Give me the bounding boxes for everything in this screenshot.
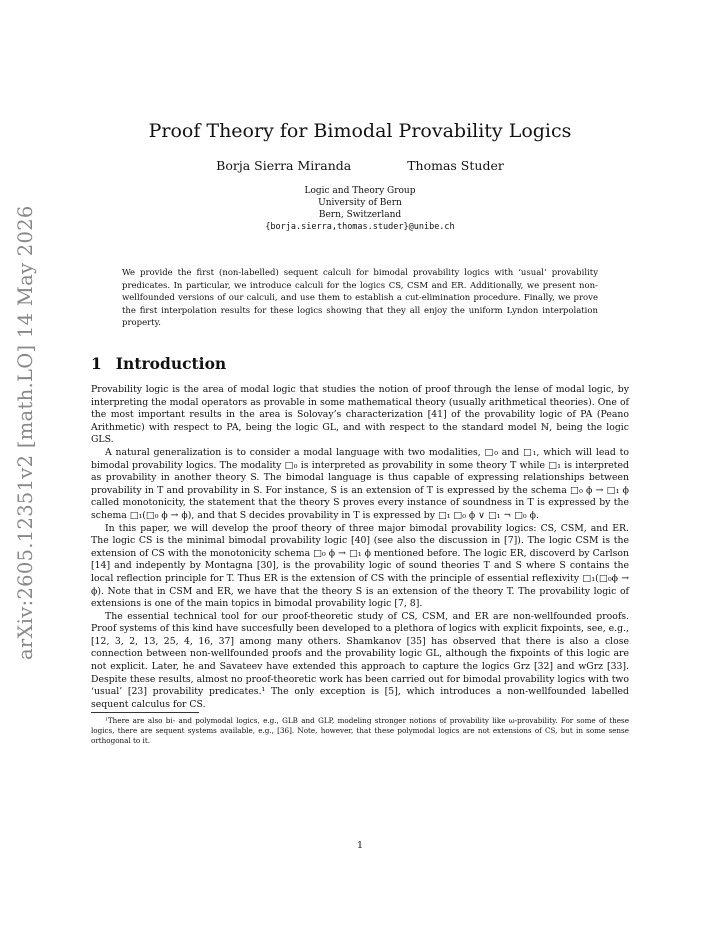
author-list: [0, 158, 720, 173]
affiliation: [0, 185, 720, 233]
paper-title: Proof Theory for Bimodal Provability Logics: [148, 120, 572, 142]
paragraph: A natural generalization is to consider a modal language with two modalities, □₀ and □₁, which will lead to bimodal provability logics. The modality □₀ is interpreted as provability in some theory T while □₁ is interpreted as provability in another theory S. The bimodal language is thus capable of expressing relationships between provability in T and provability in S. For instance, S is an extension of T is expressed by the schema □₀ ϕ → □₁ ϕ called monotonicity, the statement that the theory S proves every instance of soundness in T is expressed by the schema □₁(□₀ ϕ → ϕ), and that S decides provability in T is expressed by □₁ □₀ ϕ ∨ □₁ ¬ □₀ ϕ.: [91, 446, 629, 521]
affiliation-university: University of Bern: [318, 198, 402, 208]
affiliation-location: Bern, Switzerland: [318, 210, 402, 220]
author-email[interactable]: {borja.sierra,thomas.studer}@unibe.ch: [265, 222, 455, 232]
paragraph: In this paper, we will develop the proof theory of three major bimodal provability logics: CS, CSM, and ER. The logic CS is the minimal bimodal provability logic [40] (see also the discussion in [7]). The logic CSM is the extension of CS with the monotonicity schema □₀ ϕ → □₁ ϕ mentioned before. The logic ER, discoverd by Carlson [14] and indepently by Montagna [30], is the provability logic of sound theories T and S where S contains the local reflection principle for T. Thus ER is the extension of CS with the principle of essential reflexivity □₁(□₀ϕ → ϕ). Note that in CSM and ER, we have that the theory S is an extension of the theory T. The provability logic of extensions is one of the main topics in bimodal provability logic [7, 8].: [91, 522, 629, 610]
paragraph: Provability logic is the area of modal logic that studies the notion of proof through the lense of modal logic, by interpreting the modal operators as provable in some mathematical theory (usually arithmetical theories). One of the most important results in the area is Solovay’s characterization [41] of the provability logic of PA (Peano Arithmetic) with respect to PA, being the logic GL, and with respect to the standard model ℕ, being the logic GLS.: [91, 384, 629, 446]
page-number: 1: [356, 840, 364, 851]
author-name: Thomas Studer: [407, 158, 504, 173]
footnote-mark: ¹: [105, 716, 108, 725]
section-title: Introduction: [115, 354, 227, 373]
affiliation-group: Logic and Theory Group: [304, 186, 416, 196]
section-heading: [91, 354, 226, 373]
footnote-text: There are also bi- and polymodal logics, e.g., GLB and GLP, modeling stronger notions of provability like ω-provability. For some of these logics, there are sequent systems available, e.g., [36]. Note, however, that these polymodal logics are not extensions of CS, but in some sense orthogonal to it.: [91, 716, 629, 745]
footnote: [91, 716, 629, 746]
body-text: [91, 384, 629, 711]
footnote-rule: [91, 712, 199, 713]
paragraph: The essential technical tool for our proof-theoretic study of CS, CSM, and ER are non-wellfounded proofs. Proof systems of this kind have succesfully been developed to a plethora of logics with explicit fixpoints, see, e.g., [12, 3, 2, 13, 25, 4, 16, 37] among many others. Shamkanov [35] has observed that there is also a close connection between non-wellfounded proofs and the provability logic GL, although the fixpoints of this logic are not explicit. Later, he and Savateev have extended this approach to capture the logics Grz [32] and wGrz [33]. Despite these results, almost no proof-theoretic work has been carried out for bimodal provability logics with two ‘usual’ [23] provability predicates.¹ The only exception is [5], which introduces a non-wellfounded labelled sequent calculus for CS.: [91, 610, 629, 710]
author-name: Borja Sierra Miranda: [216, 158, 352, 173]
section-number: 1: [91, 354, 102, 373]
arxiv-stamp[interactable]: arXiv:2605.12351v2 [math.LO] 14 May 2026: [14, 205, 37, 660]
abstract: We provide the first (non-labelled) sequent calculi for bimodal provability logics with ‘usual’ provability predicates. In particular, we introduce calculi for the logics CS, CSM and ER. Additionally, we present non-wellfounded versions of our calculi, and use them to establish a cut-elimination procedure. Finally, we prove the first interpolation results for these logics showing that they all enjoy the uniform Lyndon interpolation property.: [122, 268, 598, 328]
